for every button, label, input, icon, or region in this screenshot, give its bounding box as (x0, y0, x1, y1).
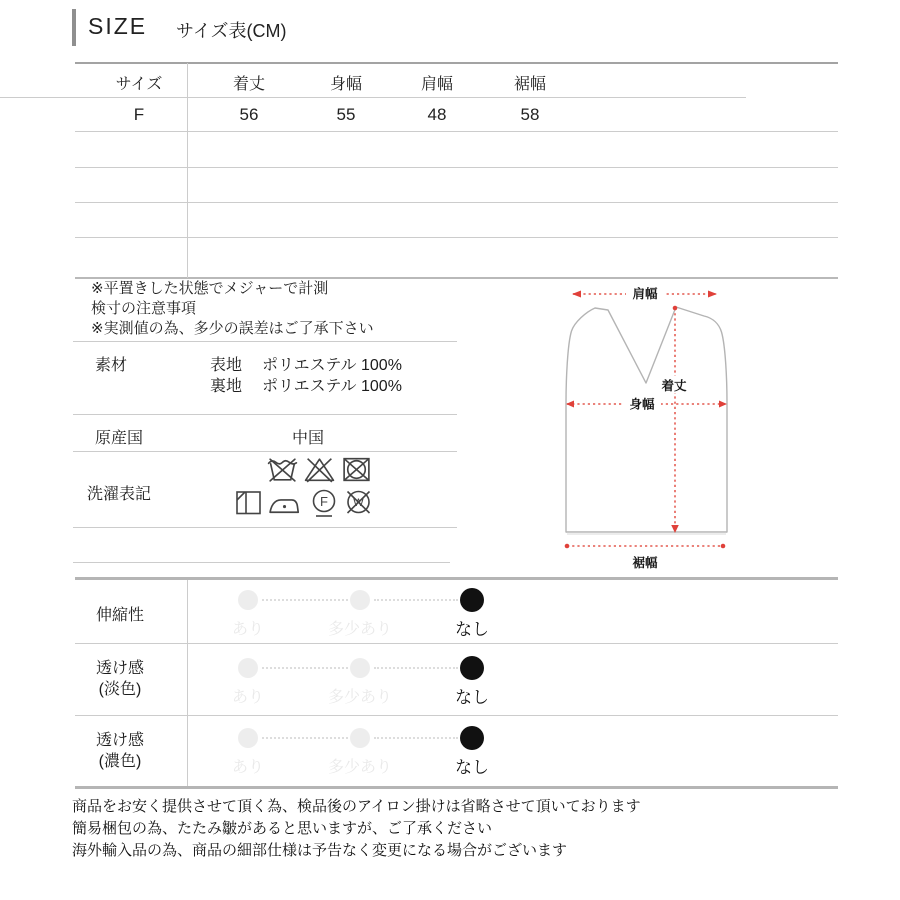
table-top-border (75, 62, 838, 64)
rating-option-ari: あり (231, 759, 264, 776)
material-part: 表地 (210, 357, 243, 374)
rating-connector (262, 599, 348, 601)
no-tumble-dry-icon (340, 455, 373, 483)
attributes-bottom-border (75, 786, 838, 789)
dry-clean-letter: F (320, 494, 328, 509)
column-header-shoulder: 肩幅 (420, 76, 453, 93)
diagram-label-hem: 裾幅 (632, 556, 658, 570)
material-value: ポリエステル 100% (262, 378, 402, 395)
rating-dot-tashou (350, 658, 370, 678)
section-border (73, 414, 457, 415)
measurement-notes (91, 279, 491, 339)
attributes-row-separator (75, 643, 838, 644)
rating-option-nashi: なし (455, 620, 489, 639)
table-cell-shoulder: 48 (427, 105, 447, 124)
note-line: ※平置きした状態でメジャーで計測 (91, 280, 329, 297)
laundry-label: 洗濯表記 (87, 486, 152, 503)
rating-dot-nashi-selected (460, 726, 484, 750)
rating-dot-ari (238, 728, 258, 748)
attributes-column-divider (187, 580, 188, 786)
column-header-hem: 裾幅 (513, 76, 546, 93)
arrow-left (572, 291, 581, 298)
page-title: SIZE (88, 13, 148, 39)
table-row-line (75, 167, 838, 168)
rating-dot-ari (238, 658, 258, 678)
column-header-size: サイズ (115, 76, 163, 93)
material-part: 裏地 (210, 378, 243, 395)
table-header-separator (0, 97, 746, 98)
garment-diagram (540, 280, 770, 580)
note-line: 検寸の注意事項 (91, 300, 197, 317)
wet-clean-letter: W (353, 497, 364, 509)
table-row-line (75, 131, 838, 132)
section-border (73, 341, 457, 342)
table-cell-body-width: 55 (336, 105, 356, 124)
no-wet-clean-icon (343, 488, 374, 517)
vest-outline (566, 307, 727, 532)
rating-dot-tashou (350, 728, 370, 748)
section-border (73, 527, 457, 528)
dry-clean-f-icon (310, 488, 338, 519)
table-cell-hem: 58 (520, 105, 540, 124)
attribute-label-sheer-dark: 透け感 (95, 732, 144, 749)
arrow-right (708, 291, 717, 298)
origin-value: 中国 (291, 430, 324, 447)
rating-option-ari: あり (231, 689, 264, 706)
hang-dry-shade-icon (233, 488, 264, 517)
diagram-label-length: 着丈 (661, 379, 687, 393)
footer-notes (72, 796, 872, 862)
table-cell-length: 56 (239, 105, 259, 124)
page-subtitle: サイズ表(CM) (176, 21, 287, 41)
no-wash-icon (266, 455, 299, 483)
rating-option-nashi: なし (455, 758, 489, 777)
material-label: 素材 (95, 357, 128, 374)
attribute-label-sheer-dark-2: (濃色) (98, 753, 142, 770)
diagram-label-body: 身幅 (629, 397, 655, 412)
material-value: ポリエステル 100% (262, 357, 402, 374)
column-header-length: 着丈 (232, 76, 265, 93)
table-row-size: F (133, 105, 145, 124)
attributes-row-separator (75, 715, 838, 716)
attribute-label-sheer-light-2: (淡色) (98, 681, 142, 698)
rating-option-tashou: 多少あり (327, 689, 392, 706)
rating-dot-nashi-selected (460, 656, 484, 680)
note-line: ※実測値の為、多少の誤差はご了承下さい (91, 320, 374, 337)
rating-option-nashi: なし (455, 688, 489, 707)
table-column-divider (187, 63, 188, 278)
rating-option-tashou: 多少あり (327, 621, 392, 638)
attribute-label-stretch: 伸縮性 (95, 607, 144, 624)
rating-connector (262, 667, 348, 669)
table-row-line (75, 202, 838, 203)
iron-low-icon (267, 490, 301, 517)
section-border (73, 562, 450, 563)
rating-dot-nashi-selected (460, 588, 484, 612)
rating-dot-tashou (350, 590, 370, 610)
footer-line: 海外輸入品の為、商品の細部仕様は予告なく変更になる場合がございます (72, 842, 568, 859)
rating-connector (374, 667, 458, 669)
header-accent-bar (72, 9, 76, 46)
footer-line: 商品をお安く提供させて頂く為、検品後のアイロン掛けは省略させて頂いております (72, 798, 641, 815)
column-header-body-width: 身幅 (329, 76, 362, 93)
footer-line: 簡易梱包の為、たたみ皺があると思いますが、ご了承ください (72, 820, 493, 837)
table-row-line (75, 237, 838, 238)
rating-option-ari: あり (231, 621, 264, 638)
rating-connector (374, 599, 458, 601)
rating-dot-ari (238, 590, 258, 610)
section-border (73, 451, 457, 452)
origin-label: 原産国 (95, 430, 144, 447)
attribute-label-sheer-light: 透け感 (95, 660, 144, 677)
rating-connector (374, 737, 458, 739)
no-bleach-icon (303, 455, 336, 483)
attributes-top-border (75, 577, 838, 580)
rating-connector (262, 737, 348, 739)
diagram-label-shoulder: 肩幅 (632, 287, 658, 301)
rating-option-tashou: 多少あり (327, 759, 392, 776)
